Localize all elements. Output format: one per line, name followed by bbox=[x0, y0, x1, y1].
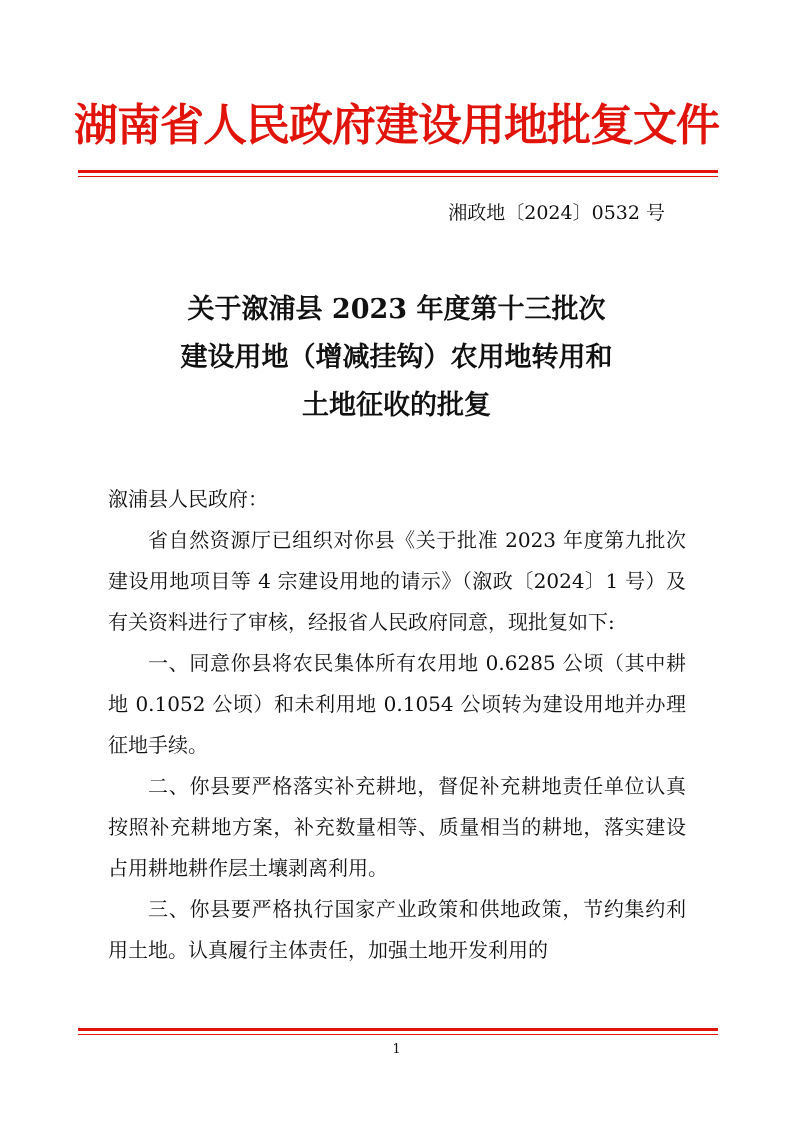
paragraph-item-3: 三、你县要严格执行国家产业政策和供地政策，节约集约利用土地。认真履行主体责任，加强土地开发利用的 bbox=[108, 897, 686, 962]
document-title-line-2: 建设用地（增减挂钩）农用地转用和 bbox=[180, 342, 613, 373]
document-body bbox=[108, 479, 686, 971]
footer-rule-thin bbox=[78, 1034, 718, 1035]
document-title bbox=[0, 286, 793, 430]
document-title-line-3: 土地征收的批复 bbox=[302, 390, 491, 421]
header-title: 湖南省人民政府建设用地批复文件 bbox=[74, 100, 719, 151]
paragraph-item-1: 一、同意你县将农民集体所有农用地 0.6285 公顷（其中耕地 0.1052 公顷）和未利用地 0.1054 公顷转为建设用地并办理征地手续。 bbox=[108, 651, 686, 757]
document-title-line-1: 关于溆浦县 2023 年度第十三批次 bbox=[187, 294, 606, 325]
document-number: 湘政地〔2024〕0532 号 bbox=[448, 202, 665, 224]
recipient: 溆浦县人民政府： bbox=[108, 487, 268, 511]
header-rule-thick bbox=[78, 170, 718, 173]
page-number: 1 bbox=[392, 1042, 401, 1057]
footer-rule-thick bbox=[78, 1028, 718, 1031]
paragraph-intro: 省自然资源厅已组织对你县《关于批准 2023 年度第九批次建设用地项目等 4 宗建设用地的请示》（溆政〔2024〕1 号）及有关资料进行了审核，经报省人民政府同意，现批复如下: bbox=[108, 528, 686, 634]
header-rule-thin bbox=[78, 176, 718, 177]
paragraph-item-2: 二、你县要严格落实补充耕地，督促补充耕地责任单位认真按照补充耕地方案，补充数量相等、质量相当的耕地，落实建设占用耕地耕作层土壤剥离利用。 bbox=[108, 774, 686, 880]
